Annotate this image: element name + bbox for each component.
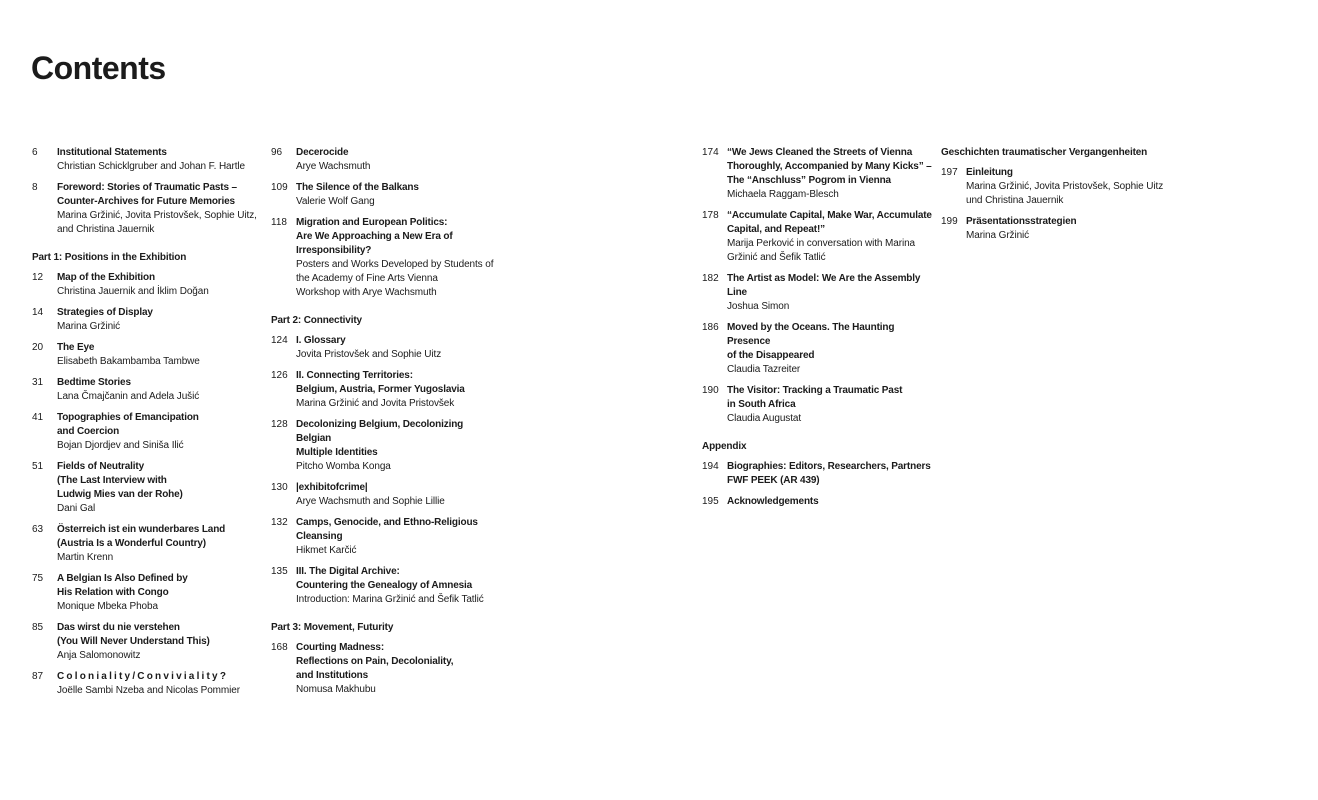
page-number: 87 bbox=[32, 671, 44, 682]
entry-title: Moved by the Oceans. The Haunting Presence of the Disappeared bbox=[727, 322, 895, 361]
entry-text bbox=[727, 272, 934, 314]
page-number: 85 bbox=[32, 622, 44, 633]
entry-text bbox=[727, 146, 934, 202]
entry-list bbox=[271, 146, 496, 300]
entry-title: The Visitor: Tracking a Traumatic Past in South Africa bbox=[727, 385, 903, 410]
toc-entry bbox=[32, 146, 262, 174]
entry-authors: Christina Jauernik and İklim Doğan bbox=[57, 286, 209, 297]
entry-authors: Hikmet Karčić bbox=[296, 545, 357, 556]
entry-text bbox=[296, 481, 496, 509]
toc-entry bbox=[702, 209, 934, 265]
toc-entry bbox=[702, 495, 934, 509]
entry-text bbox=[966, 166, 1166, 208]
toc-entry bbox=[702, 460, 934, 488]
entry-authors: Posters and Works Developed by Students of the Academy of Fine Arts Vienna Workshop with Arye Wachsmuth bbox=[296, 259, 494, 298]
toc-entry bbox=[271, 181, 496, 209]
entry-authors: Marina Gržinić bbox=[57, 321, 121, 332]
toc-entry bbox=[32, 411, 262, 453]
toc-entry bbox=[32, 460, 262, 516]
entry-list bbox=[941, 166, 1166, 243]
page-number: 8 bbox=[32, 182, 38, 193]
toc-entry bbox=[271, 216, 496, 300]
part-heading: Part 1: Positions in the Exhibition bbox=[32, 252, 187, 263]
part-heading: Part 2: Connectivity bbox=[271, 315, 362, 326]
entry-text bbox=[296, 516, 496, 558]
entry-title: “Accumulate Capital, Make War, Accumulate Capital, and Repeat!” bbox=[727, 210, 932, 235]
entry-title: Camps, Genocide, and Ethno-Religious Cleansing bbox=[296, 517, 478, 542]
entry-text bbox=[57, 146, 262, 174]
entry-text bbox=[57, 460, 262, 516]
toc-entry bbox=[32, 271, 262, 299]
page-number: 135 bbox=[271, 566, 288, 577]
entry-title: A Belgian Is Also Defined by His Relation with Congo bbox=[57, 573, 188, 598]
entry-text bbox=[296, 641, 496, 697]
entry-text bbox=[57, 670, 262, 698]
entry-title: Migration and European Politics: Are We Approaching a New Era of Irresponsibility? bbox=[296, 217, 453, 256]
page-number: 174 bbox=[702, 147, 719, 158]
page-number: 20 bbox=[32, 342, 44, 353]
entry-title: Institutional Statements bbox=[57, 147, 167, 158]
entry-text bbox=[57, 572, 262, 614]
toc-entry bbox=[32, 306, 262, 334]
entry-list bbox=[32, 146, 262, 237]
entry-authors: Nomusa Makhubu bbox=[296, 684, 376, 695]
entry-list bbox=[271, 334, 496, 607]
entry-authors: Christian Schicklgruber and Johan F. Hartle bbox=[57, 161, 246, 172]
page-number: 14 bbox=[32, 307, 44, 318]
entry-list bbox=[702, 146, 934, 426]
entry-title: I. Glossary bbox=[296, 335, 346, 346]
page-number: 182 bbox=[702, 273, 719, 284]
page-number: 128 bbox=[271, 419, 288, 430]
entry-title: Strategies of Display bbox=[57, 307, 153, 318]
entry-text bbox=[57, 306, 262, 334]
page-number: 199 bbox=[941, 216, 958, 227]
page-number: 132 bbox=[271, 517, 288, 528]
toc-entry bbox=[702, 384, 934, 426]
toc-column-1 bbox=[32, 146, 262, 705]
entry-authors: Marina Gržinić, Jovita Pristovšek, Sophie Uitz und Christina Jauernik bbox=[966, 181, 1164, 206]
toc-entry bbox=[271, 369, 496, 411]
entry-authors: Monique Mbeka Phoba bbox=[57, 601, 158, 612]
page-title: Contents bbox=[31, 50, 166, 86]
entry-text bbox=[296, 181, 496, 209]
entry-authors: Martin Krenn bbox=[57, 552, 114, 563]
page-number: 197 bbox=[941, 167, 958, 178]
page-number: 190 bbox=[702, 385, 719, 396]
toc-entry bbox=[271, 516, 496, 558]
entry-title: “We Jews Cleaned the Streets of Vienna Thoroughly, Accompanied by Many Kicks” – The “Anschluss” Pogrom in Vienna bbox=[727, 147, 932, 186]
entry-text bbox=[57, 341, 262, 369]
entry-title: Präsentationsstrategien bbox=[966, 216, 1077, 227]
toc-entry bbox=[702, 146, 934, 202]
entry-authors: Marija Perković in conversation with Marina Gržinić and Šefik Tatlić bbox=[727, 238, 915, 263]
page-number: 6 bbox=[32, 147, 38, 158]
page-number: 130 bbox=[271, 482, 288, 493]
entry-text bbox=[296, 146, 496, 174]
entry-list bbox=[702, 460, 934, 509]
entry-title: Einleitung bbox=[966, 167, 1013, 178]
page-number: 168 bbox=[271, 642, 288, 653]
toc-entry bbox=[32, 670, 262, 698]
toc-column-2 bbox=[271, 146, 496, 704]
entry-authors: Claudia Augustat bbox=[727, 413, 802, 424]
entry-authors: Bojan Djordjev and Siniša Ilić bbox=[57, 440, 184, 451]
toc-entry bbox=[271, 565, 496, 607]
entry-title: Fields of Neutrality (The Last Interview with Ludwig Mies van der Rohe) bbox=[57, 461, 183, 500]
entry-authors: Arye Wachsmuth bbox=[296, 161, 371, 172]
entry-title: The Artist as Model: We Are the Assembly Line bbox=[727, 273, 921, 298]
page-number: 96 bbox=[271, 147, 283, 158]
entry-title: The Silence of the Balkans bbox=[296, 182, 419, 193]
page-number: 195 bbox=[702, 496, 719, 507]
entry-text bbox=[296, 369, 496, 411]
entry-text bbox=[57, 271, 262, 299]
entry-title: Das wirst du nie verstehen (You Will Never Understand This) bbox=[57, 622, 210, 647]
page-number: 109 bbox=[271, 182, 288, 193]
entry-text bbox=[296, 565, 496, 607]
entry-authors: Anja Salomonowitz bbox=[57, 650, 141, 661]
entry-title: II. Connecting Territories: Belgium, Austria, Former Yugoslavia bbox=[296, 370, 465, 395]
entry-authors: Lana Čmajčanin and Adela Jušić bbox=[57, 391, 200, 402]
toc-entry bbox=[271, 334, 496, 362]
entry-authors: Claudia Tazreiter bbox=[727, 364, 801, 375]
toc-entry bbox=[702, 321, 934, 377]
section-heading: Geschichten traumatischer Vergangenheiten bbox=[941, 147, 1148, 158]
entry-authors: Jovita Pristovšek and Sophie Uitz bbox=[296, 349, 442, 360]
toc-entry bbox=[271, 146, 496, 174]
entry-text bbox=[296, 418, 496, 474]
page-number: 118 bbox=[271, 217, 287, 228]
page-number: 178 bbox=[702, 210, 719, 221]
entry-text bbox=[727, 384, 934, 426]
toc-entry bbox=[271, 481, 496, 509]
entry-text bbox=[57, 376, 262, 404]
entry-text bbox=[57, 621, 262, 663]
entry-text bbox=[727, 321, 934, 377]
entry-authors: Arye Wachsmuth and Sophie Lillie bbox=[296, 496, 445, 507]
entry-authors: Valerie Wolf Gang bbox=[296, 196, 375, 207]
entry-list bbox=[32, 271, 262, 698]
toc-entry bbox=[32, 181, 262, 237]
entry-text bbox=[57, 181, 262, 237]
entry-text bbox=[727, 460, 934, 488]
page-number: 63 bbox=[32, 524, 44, 535]
page-number: 31 bbox=[32, 377, 44, 388]
entry-title: Österreich ist ein wunderbares Land (Austria Is a Wonderful Country) bbox=[57, 524, 226, 549]
entry-text bbox=[57, 523, 262, 565]
entry-title: Courting Madness: Reflections on Pain, Decoloniality, and Institutions bbox=[296, 642, 454, 681]
entry-authors: Michaela Raggam-Blesch bbox=[727, 189, 839, 200]
entry-title: Bedtime Stories bbox=[57, 377, 131, 388]
toc-entry bbox=[32, 341, 262, 369]
entry-authors: Marina Gržinić bbox=[966, 230, 1030, 241]
toc-entry bbox=[32, 376, 262, 404]
toc-column-4 bbox=[941, 146, 1166, 250]
entry-authors: Joshua Simon bbox=[727, 301, 790, 312]
toc-entry bbox=[941, 166, 1166, 208]
entry-title: Map of the Exhibition bbox=[57, 272, 155, 283]
entry-title: Topographies of Emancipation and Coercion bbox=[57, 412, 199, 437]
entry-list bbox=[271, 641, 496, 697]
entry-title: Coloniality/Conviviality? bbox=[57, 671, 229, 682]
entry-text bbox=[296, 334, 496, 362]
entry-authors: Elisabeth Bakambamba Tambwe bbox=[57, 356, 200, 367]
entry-title: Foreword: Stories of Traumatic Pasts – Counter-Archives for Future Memories bbox=[57, 182, 237, 207]
entry-title: III. The Digital Archive: Countering the Genealogy of Amnesia bbox=[296, 566, 473, 591]
toc-column-3 bbox=[702, 146, 934, 516]
entry-text bbox=[966, 215, 1166, 243]
entry-authors: Dani Gal bbox=[57, 503, 96, 514]
page-number: 75 bbox=[32, 573, 44, 584]
entry-text bbox=[727, 209, 934, 265]
entry-authors: Joëlle Sambi Nzeba and Nicolas Pommier bbox=[57, 685, 240, 696]
entry-title: Decolonizing Belgium, Decolonizing Belgian Multiple Identities bbox=[296, 419, 464, 458]
entry-text bbox=[57, 411, 262, 453]
page-number: 12 bbox=[32, 272, 44, 283]
page-number: 124 bbox=[271, 335, 288, 346]
page-number: 186 bbox=[702, 322, 719, 333]
page-number: 41 bbox=[32, 412, 44, 423]
entry-title: Decerocide bbox=[296, 147, 349, 158]
page-number: 126 bbox=[271, 370, 288, 381]
entry-title: The Eye bbox=[57, 342, 95, 353]
toc-entry bbox=[271, 641, 496, 697]
part-heading: Appendix bbox=[702, 441, 747, 452]
toc-entry bbox=[32, 523, 262, 565]
entry-title: |exhibitofcrime| bbox=[296, 482, 368, 493]
entry-text bbox=[296, 216, 496, 300]
toc-entry bbox=[941, 215, 1166, 243]
entry-authors: Introduction: Marina Gržinić and Šefik Tatlić bbox=[296, 594, 484, 605]
page-number: 51 bbox=[32, 461, 44, 472]
toc-entry bbox=[32, 621, 262, 663]
entry-authors: Pitcho Womba Konga bbox=[296, 461, 391, 472]
toc-entry bbox=[32, 572, 262, 614]
entry-text bbox=[727, 495, 934, 509]
entry-authors: Marina Gržinić, Jovita Pristovšek, Sophie Uitz, and Christina Jauernik bbox=[57, 210, 257, 235]
page-number: 194 bbox=[702, 461, 719, 472]
entry-title: Biographies: Editors, Researchers, Partners FWF PEEK (AR 439) bbox=[727, 461, 931, 486]
toc-entry bbox=[702, 272, 934, 314]
toc-entry bbox=[271, 418, 496, 474]
entry-authors: Marina Gržinić and Jovita Pristovšek bbox=[296, 398, 455, 409]
part-heading: Part 3: Movement, Futurity bbox=[271, 622, 394, 633]
entry-title: Acknowledgements bbox=[727, 496, 819, 507]
